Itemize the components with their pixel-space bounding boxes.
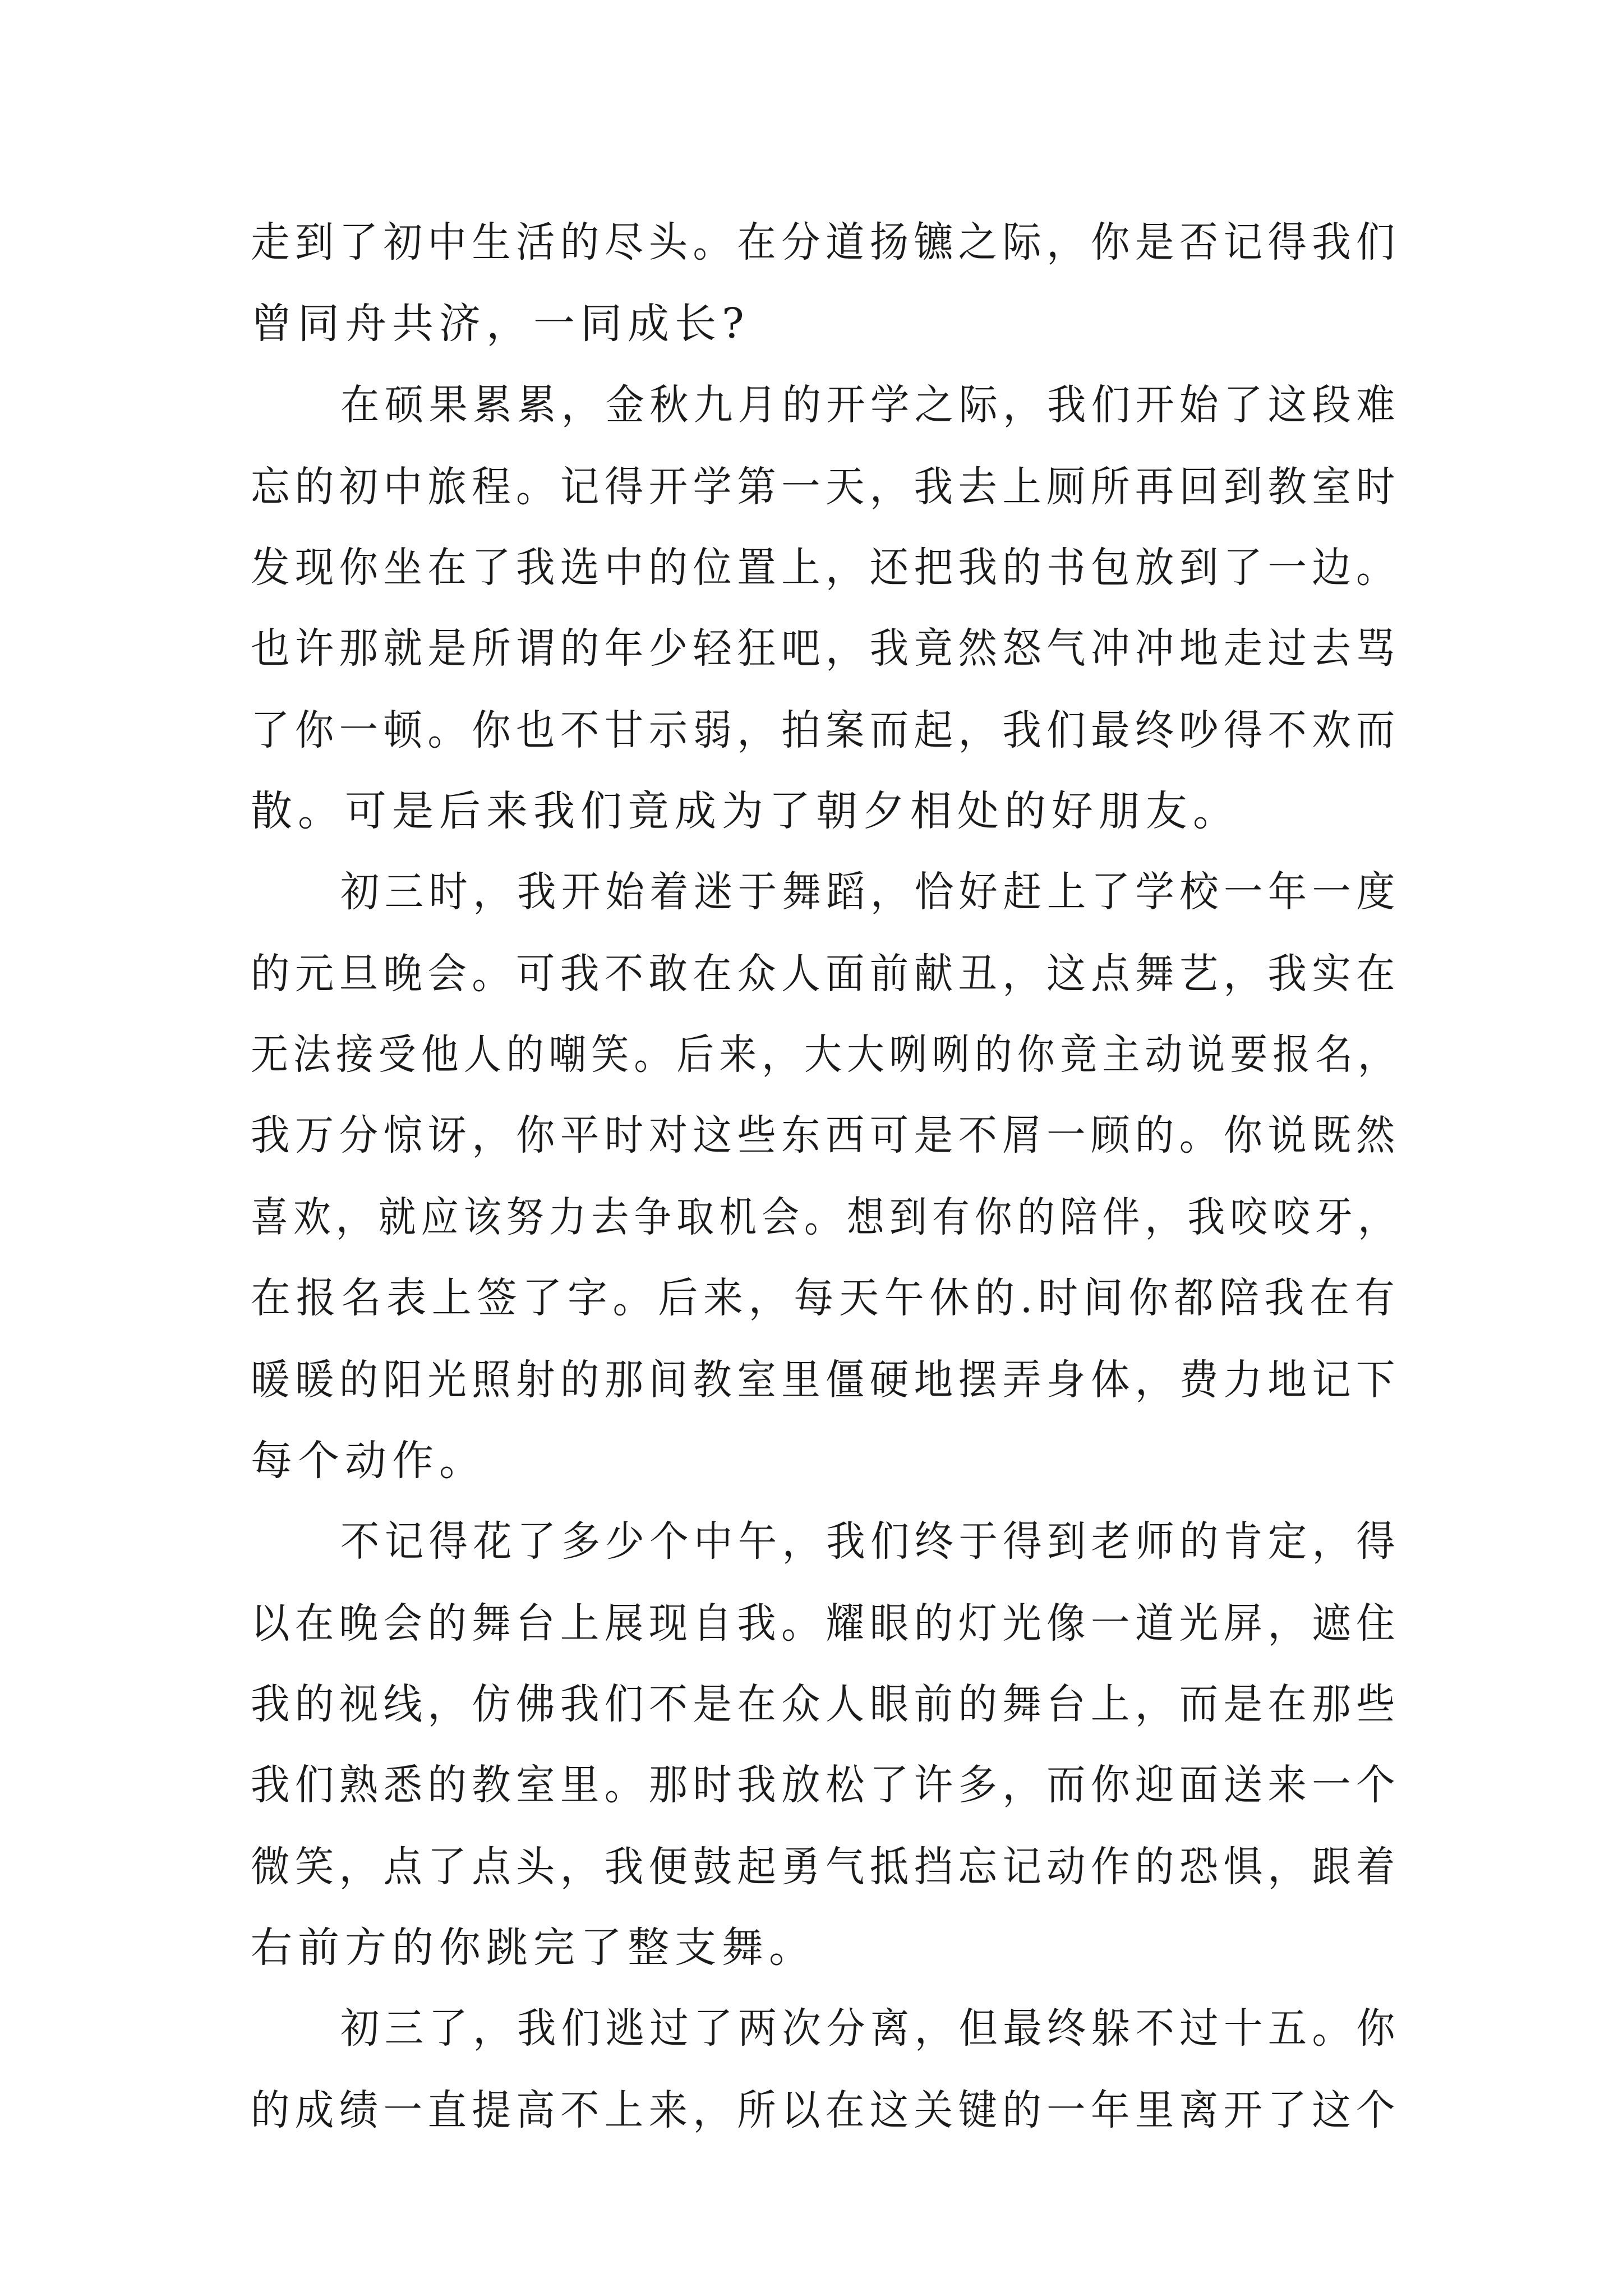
- text-line: 暖暖的阳光照射的那间教室里僵硬地摆弄身体，费力地记下: [251, 1356, 1400, 1404]
- text-line: 以在晚会的舞台上展现自我。耀眼的灯光像一道光屏，遮住: [251, 1599, 1400, 1648]
- text-line: 忘的初中旅程。记得开学第一天，我去上厕所再回到教室时: [251, 463, 1400, 511]
- text-line: 走到了初中生活的尽头。在分道扬镳之际，你是否记得我们: [251, 218, 1400, 266]
- text-line: 初三了，我们逃过了两次分离，但最终躲不过十五。你: [340, 2004, 1400, 2053]
- text-line: 在报名表上签了字。后来，每天午休的.时间你都陪我在有: [251, 1274, 1400, 1322]
- text-line: 曾同舟共济，一同成长?: [251, 300, 750, 348]
- text-line: 散。可是后来我们竟成为了朝夕相处的好朋友。: [251, 787, 1240, 835]
- text-line: 不记得花了多少个中午，我们终于得到老师的肯定，得: [340, 1517, 1400, 1566]
- text-line: 我的视线，仿佛我们不是在众人眼前的舞台上，而是在那些: [251, 1680, 1400, 1728]
- text-line: 我们熟悉的教室里。那时我放松了许多，而你迎面送来一个: [251, 1761, 1400, 1809]
- text-line: 微笑，点了点头，我便鼓起勇气抵挡忘记动作的恐惧，跟着: [251, 1843, 1400, 1891]
- text-line: 喜欢，就应该努力去争取机会。想到有你的陪伴，我咬咬牙，: [251, 1193, 1401, 1241]
- text-line: 的元旦晚会。可我不敢在众人面前献丑，这点舞艺，我实在: [251, 950, 1400, 998]
- text-line: 初三时，我开始着迷于舞蹈，恰好赶上了学校一年一度: [340, 868, 1400, 916]
- text-line: 无法接受他人的嘲笑。后来，大大咧咧的你竟主动说要报名，: [251, 1030, 1401, 1079]
- text-line: 了你一顿。你也不甘示弱，拍案而起，我们最终吵得不欢而: [251, 706, 1400, 754]
- text-line: 也许那就是所谓的年少轻狂吧，我竟然怒气冲冲地走过去骂: [251, 624, 1400, 673]
- text-line: 发现你坐在了我选中的位置上，还把我的书包放到了一边。: [251, 544, 1400, 592]
- text-line: 右前方的你跳完了整支舞。: [251, 1924, 816, 1972]
- text-line: 每个动作。: [251, 1437, 486, 1485]
- text-line: 的成绩一直提高不上来，所以在这关键的一年里离开了这个: [251, 2086, 1400, 2134]
- text-line: 在硕果累累，金秋九月的开学之际，我们开始了这段难: [340, 381, 1400, 429]
- text-line: 我万分惊讶，你平时对这些东西可是不屑一顾的。你说既然: [251, 1111, 1400, 1159]
